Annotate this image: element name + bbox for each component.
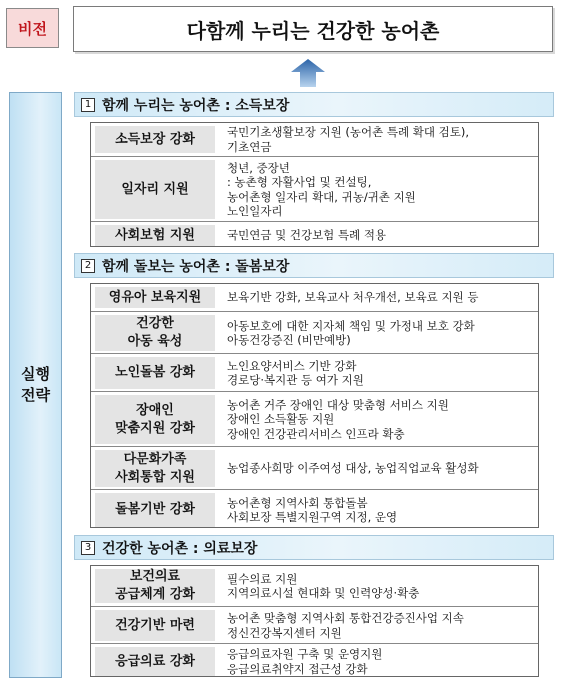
section-title: 건강한 농어촌 : 의료보장 bbox=[102, 540, 258, 557]
row-label: 노인돌봄 강화 bbox=[95, 357, 215, 389]
up-arrow-icon bbox=[290, 58, 326, 88]
row-label: 건강기반 마련 bbox=[95, 610, 215, 641]
section-header-care bbox=[74, 253, 554, 278]
table-row bbox=[91, 446, 538, 490]
row-label: 영유아 보육지원 bbox=[95, 287, 215, 308]
row-label: 다문화가족 사회통합 지원 bbox=[95, 450, 215, 487]
row-description: 농어촌 거주 장애인 대상 맞춤형 서비스 지원 장애인 소득활동 지원 장애인 건강관리서비스 인프라 확충 bbox=[227, 397, 449, 441]
vision-label: 비전 bbox=[6, 8, 59, 48]
section-block-care bbox=[90, 283, 539, 528]
strategy-label-text: 실행 전략 bbox=[21, 365, 50, 404]
row-description: 노인요양서비스 기반 강화 경로당·복지관 등 여가 지원 bbox=[227, 358, 364, 387]
table-row bbox=[91, 489, 538, 530]
row-description: 농업종사희망 이주여성 대상, 농업직업교육 활성화 bbox=[227, 461, 479, 476]
row-description: 농어촌형 지역사회 통합돌봄 사회보장 특별지원구역 지정, 운영 bbox=[227, 495, 398, 524]
row-description: 응급의료자원 구축 및 운영지원 응급의료취약지 접근성 강화 bbox=[227, 647, 383, 676]
section-title: 함께 돌보는 농어촌 : 돌봄보장 bbox=[102, 258, 290, 275]
table-row bbox=[91, 566, 538, 606]
row-label: 일자리 지원 bbox=[95, 160, 215, 219]
table-row bbox=[91, 353, 538, 392]
row-description: 국민연금 및 건강보험 특례 적용 bbox=[227, 228, 387, 243]
row-description: 보육기반 강화, 보육교사 처우개선, 보육료 지원 등 bbox=[227, 290, 479, 305]
section-title: 함께 누리는 농어촌 : 소득보장 bbox=[102, 97, 290, 114]
row-description: 국민기초생활보장 지원 (농어촌 특례 확대 검토), 기초연금 bbox=[227, 125, 469, 154]
strategy-label bbox=[9, 92, 62, 678]
section-block-medical bbox=[90, 565, 539, 677]
section-number: 2 bbox=[81, 259, 95, 273]
row-label: 응급의료 강화 bbox=[95, 647, 215, 676]
vision-title: 다함께 누리는 건강한 농어촌 bbox=[73, 6, 553, 52]
section-number: 3 bbox=[81, 541, 95, 555]
row-label: 돌봄기반 강화 bbox=[95, 493, 215, 527]
row-description: 농어촌 맞춤형 지역사회 통합건강증진사업 지속 정신건강복지센터 지원 bbox=[227, 611, 464, 640]
table-row bbox=[91, 643, 538, 679]
table-row bbox=[91, 391, 538, 447]
row-description: 아동보호에 대한 지자체 책임 및 가정내 보호 강화 아동건강증진 (비만예방) bbox=[227, 318, 475, 347]
section-header-medical bbox=[74, 535, 554, 560]
row-label: 사회보험 지원 bbox=[95, 225, 215, 246]
row-label: 건강한 아동 육성 bbox=[95, 315, 215, 351]
row-description: 필수의료 지원 지역의료시설 현대화 및 인력양성·확충 bbox=[227, 571, 420, 600]
row-description: 청년, 중장년 : 농촌형 자활사업 및 컨설팅, 농어촌형 일자리 확대, 귀농/귀촌 지원 노인일자리 bbox=[227, 160, 416, 218]
table-row bbox=[91, 284, 538, 311]
row-label: 보건의료 공급체계 강화 bbox=[95, 569, 215, 603]
row-label: 소득보장 강화 bbox=[95, 126, 215, 153]
table-row bbox=[91, 123, 538, 156]
section-header-income bbox=[74, 92, 554, 117]
row-label: 장애인 맞춤지원 강화 bbox=[95, 395, 215, 444]
section-number: 1 bbox=[81, 98, 95, 112]
section-block-income bbox=[90, 122, 539, 247]
table-row bbox=[91, 311, 538, 354]
table-row bbox=[91, 156, 538, 222]
table-row bbox=[91, 606, 538, 644]
table-row bbox=[91, 221, 538, 249]
